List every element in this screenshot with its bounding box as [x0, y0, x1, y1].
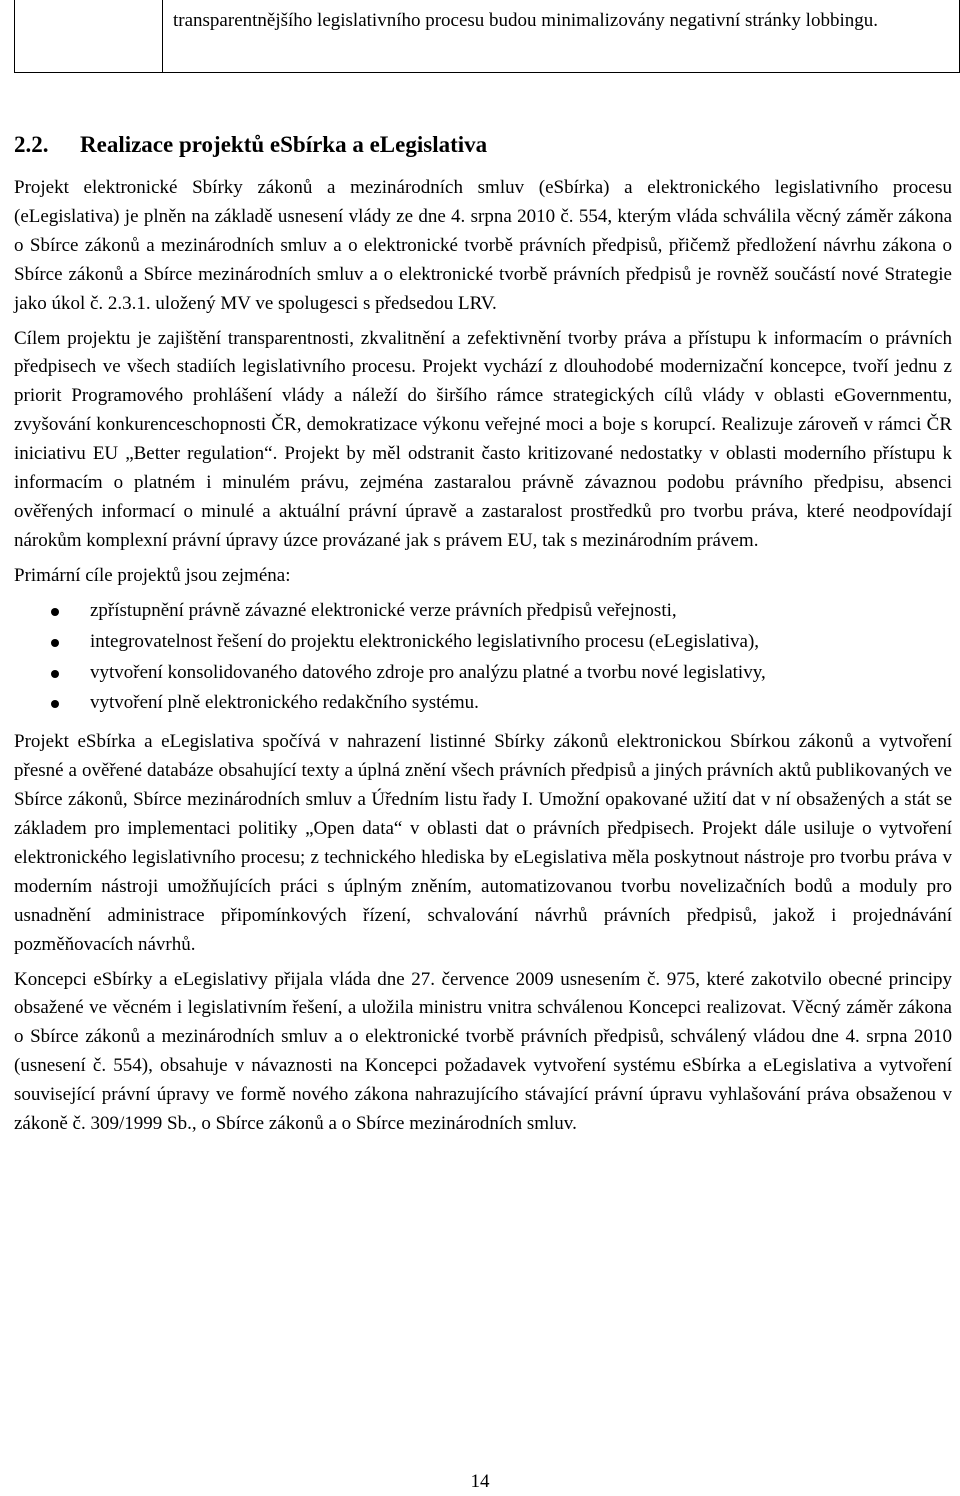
- paragraph-concept-approval: Koncepci eSbírky a eLegislativy přijala vláda dne 27. července 2009 usnesením č. 975, které zakotvilo obecné principy obsažené ve věcném i legislativním řešení, a uložila ministru vnitra schválenou Koncepci realizovat. Věcný záměr zákona o Sbírce zákonů a mezinárodních smluv a o elektronické tvorbě právních předpisů, schválený vládou dne 4. srpna 2010 (usnesení č. 554), obsahuje v návaznosti na Koncepci požadavek vytvoření systému eSbírka a eLegislativa a vytvoření související právní úpravy ve formě nového zákona nahrazujícího stávající právní úpravu vyhlašování práva obsaženou v zákoně č. 309/1999 Sb., o Sbírce zákonů a o Sbírce mezinárodních smluv.: [14, 968, 952, 1135]
- bullet-icon: [51, 639, 59, 647]
- table-column-divider: [162, 0, 163, 72]
- section-heading: [14, 130, 487, 160]
- list-item: [14, 597, 952, 626]
- paragraph-primary-goals-intro: Primární cíle projektů jsou zejména:: [14, 564, 291, 586]
- table-fragment: [14, 0, 960, 73]
- list-item-text: vytvoření konsolidovaného datového zdroje pro analýzu platné a tvorbu nové legislativy,: [90, 661, 766, 683]
- list-item-text: integrovatelnost řešení do projektu elektronického legislativního procesu (eLegislativa),: [90, 630, 760, 652]
- bullet-icon: [51, 700, 59, 708]
- primary-goals-list: [14, 597, 952, 719]
- section-title: Realizace projektů eSbírka a eLegislativa: [80, 132, 488, 157]
- bullet-icon: [51, 608, 59, 616]
- paragraph-project-description: Projekt eSbírka a eLegislativa spočívá v nahrazení listinné Sbírky zákonů elektronickou Sbírkou zákonů a vytvoření přesné a ověřené databáze obsahující texty a úplná znění všech právních předpisů a jiných právních aktů publikovaných ve Sbírce zákonů, Sbírce mezinárodních smluv a Úředním listu řady I. Umožní opakované užití dat v ní obsažených a stát se základem pro implementaci politiky „Open data“ v oblasti dat o právních předpisech. Projekt dále usiluje o vytvoření elektronického legislativního procesu; z technického hlediska by eLegislativa měla poskytnout nástroje pro tvorbu práva v moderním nástroji umožňujících práci s úplným zněním, automatizovanou tvorbu novelizačních bodů a moduly pro usnadnění administrace připomínkových řízení, schvalování návrhů právních předpisů, jakož i projednávání pozměňovacích návrhů.: [14, 731, 952, 955]
- section-number: 2.2.: [14, 132, 49, 157]
- list-item: [14, 689, 952, 718]
- paragraph-project-basis: Projekt elektronické Sbírky zákonů a mezinárodních smluv (eSbírka) a elektronického legislativního procesu (eLegislativa) je plněn na základě usnesení vlády ze dne 4. srpna 2010 č. 554, kterým vláda schválila věcný záměr zákona o Sbírce zákonů a mezinárodních smluv a o elektronické tvorbě právních předpisů, přičemž předložení návrhu zákona o Sbírce zákonů a Sbírce mezinárodních smluv a o elektronické tvorbě právních předpisů je rovněž součástí nové Strategie jako úkol č. 2.3.1. uložený MV ve spolugesci s předsedou LRV.: [14, 177, 952, 314]
- list-item: [14, 659, 952, 688]
- paragraph-project-goal: Cílem projektu je zajištění transparentnosti, zkvalitnění a zefektivnění tvorby práva a přístupu k informacím o právních předpisech ve všech stadiích legislativního procesu. Projekt vychází z dlouhodobé modernizační koncepce, tvoří jednu z priorit Programového prohlášení vlády a náleží do širšího rámce strategických cílů vlády v oblasti eGovernmentu, zvyšování konkurenceschopnosti ČR, demokratizace výkonu veřejné moci a boje s korupcí. Realizuje zároveň v rámci ČR iniciativu EU „Better regulation“. Projekt by měl odstranit často kritizované nedostatky v oblasti moderního přístupu k informacím o platném i minulém právu, zejména zastaralou právně závaznou podobu právního předpisu, absenci ověřených informací o minulé a aktuální právní úpravě a zastaralost prostředků pro tvorbu práva, které neodpovídají nárokům komplexní právní úpravy úzce provázané jak s právem EU, tak s mezinárodním právem.: [14, 327, 952, 551]
- page-number: 14: [470, 1471, 490, 1492]
- list-item-text: vytvoření plně elektronického redakčního systému.: [90, 692, 479, 714]
- document-body: [14, 174, 952, 1145]
- list-item-text: zpřístupnění právně závazné elektronické verze právních předpisů veřejnosti,: [90, 599, 677, 621]
- list-item: [14, 628, 952, 657]
- bullet-icon: [51, 670, 59, 678]
- table-cell-text: transparentnějšího legislativního procesu budou minimalizovány negativní stránky lobbingu.: [173, 10, 878, 31]
